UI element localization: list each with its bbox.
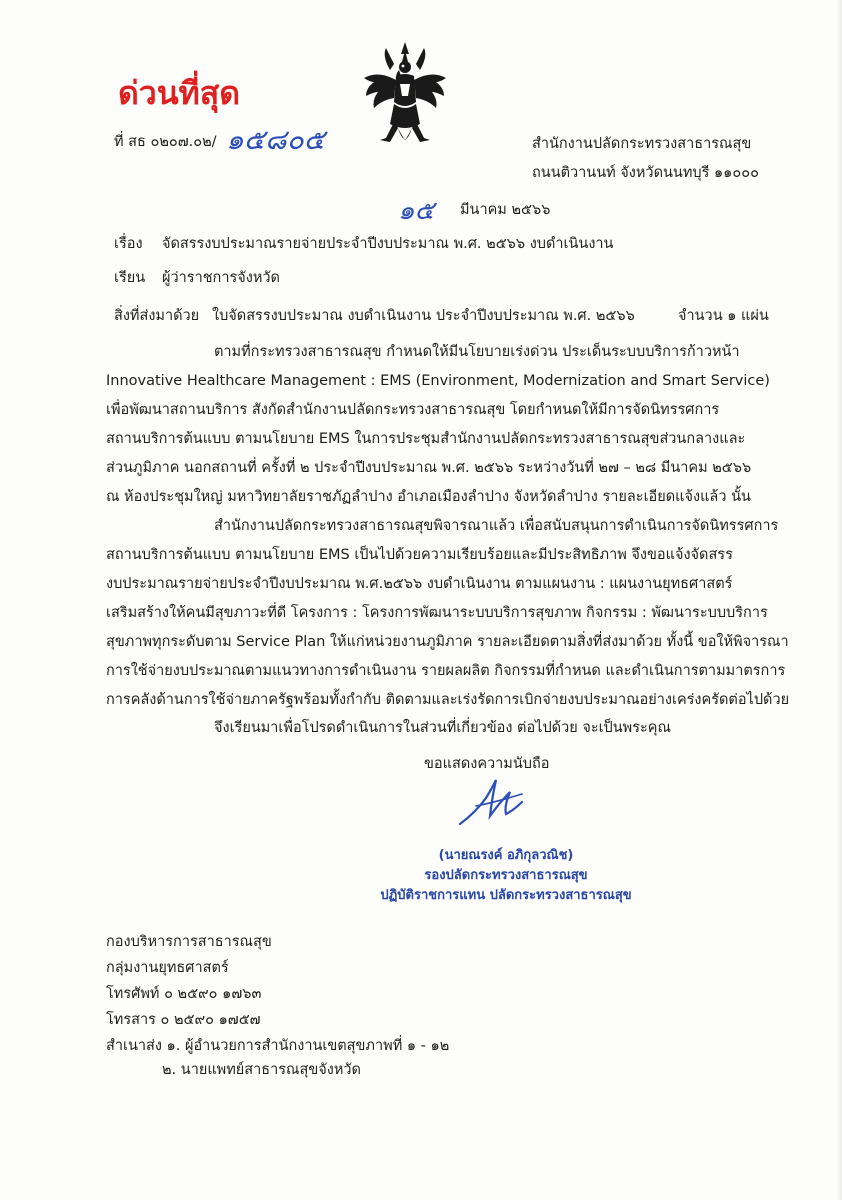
footer-phone: โทรศัพท์ ๐ ๒๕๙๐ ๑๗๖๓ [106, 986, 262, 1002]
footer-copy-1: สำเนาส่ง ๑. ผู้อำนวยการสำนักงานเขตสุขภาพที่ ๑ - ๑๒ [106, 1038, 450, 1054]
paragraph-line: การใช้จ่ายงบประมาณตามแนวทางการดำเนินงาน รายผลผลิต กิจกรรมที่กำหนด และดำเนินการตามมาตรการ [106, 663, 786, 679]
signatory-acting: ปฏิบัติราชการแทน ปลัดกระทรวงสาธารณสุข [380, 888, 632, 903]
footer-copy-2: ๒. นายแพทย์สาธารณสุขจังหวัด [162, 1062, 361, 1078]
enclosure-text: ใบจัดสรรงบประมาณ งบดำเนินงาน ประจำปีงบประมาณ พ.ศ. ๒๕๖๖ [212, 308, 635, 324]
urgency-stamp: ด่วนที่สุด [118, 74, 241, 112]
subject-label: เรื่อง [114, 236, 143, 252]
closing-request: จึงเรียนมาเพื่อโปรดดำเนินการในส่วนที่เกี่ยวข้อง ต่อไปด้วย จะเป็นพระคุณ [214, 720, 671, 736]
paragraph-line: สุขภาพทุกระดับตาม Service Plan ให้แก่หน่วยงานภูมิภาค รายละเอียดตามสิ่งที่ส่งมาด้วย ทั้งนี้ ขอให้พิจารณา [106, 634, 789, 650]
paragraph-line: เสริมสร้างให้คนมีสุขภาวะที่ดี โครงการ : โครงการพัฒนาระบบบริการสุขภาพ กิจกรรม : พัฒนาระบบบริการ [106, 605, 768, 621]
signatory-name: (นายณรงค์ อภิกุลวณิช) [438, 848, 574, 863]
paragraph-line: ณ ห้องประชุมใหญ่ มหาวิทยาลัยราชภัฏลำปาง อำเภอเมืองลำปาง จังหวัดลำปาง รายละเอียดแจ้งแล้ว นั้น [106, 489, 751, 505]
signatory-title: รองปลัดกระทรวงสาธารณสุข [424, 868, 588, 883]
footer-fax: โทรสาร ๐ ๒๕๙๐ ๑๗๕๗ [106, 1012, 261, 1028]
paragraph-line: งบประมาณรายจ่ายประจำปีงบประมาณ พ.ศ.๒๕๖๖ งบดำเนินงาน ตามแผนงาน : แผนงานยุทธศาสตร์ [106, 576, 733, 592]
ref-number-handwritten: ๑๕๘๐๕ [226, 123, 325, 156]
paragraph-line: เพื่อพัฒนาสถานบริการ สังกัดสำนักงานปลัดกระทรวงสาธารณสุข โดยกำหนดให้มีการจัดนิทรรศการ [106, 402, 720, 418]
garuda-emblem-icon [360, 40, 450, 152]
ref-label: ที่ สธ ๐๒๐๗.๐๒/ [114, 134, 217, 150]
date-month-year: มีนาคม ๒๕๖๖ [460, 202, 551, 218]
body-paragraph-1 [106, 338, 770, 512]
complimentary-close: ขอแสดงความนับถือ [424, 756, 550, 772]
salutation-text: ผู้ว่าราชการจังหวัด [162, 270, 280, 286]
paragraph-line: Innovative Healthcare Management : EMS (Environment, Modernization and Smart Service) [106, 373, 770, 389]
office-name: สำนักงานปลัดกระทรวงสาธารณสุข [532, 136, 752, 152]
handwritten-signature [456, 772, 526, 832]
enclosure-quantity: จำนวน ๑ แผ่น [678, 308, 769, 324]
footer-division: กองบริหารการสาธารณสุข [106, 934, 272, 950]
paragraph-line: สถานบริการต้นแบบ ตามนโยบาย EMS ในการประชุมสำนักงานปลัดกระทรวงสาธารณสุขส่วนกลางและ [106, 431, 746, 447]
paragraph-line: การคลังด้านการใช้จ่ายภาครัฐพร้อมทั้งกำกับ ติดตามและเร่งรัดการเบิกจ่ายงบประมาณอย่างเคร่งครัดต่อไปด้วย [106, 692, 790, 708]
salutation-label: เรียน [114, 270, 146, 286]
footer-group: กลุ่มงานยุทธศาสตร์ [106, 960, 229, 976]
enclosure-label: สิ่งที่ส่งมาด้วย [114, 308, 200, 324]
date-day-handwritten: ๑๕ [398, 196, 435, 226]
paragraph-line: สถานบริการต้นแบบ ตามนโยบาย EMS เป็นไปด้วยความเรียบร้อยและมีประสิทธิภาพ จึงขอแจ้งจัดสรร [106, 547, 733, 563]
paragraph-line: ตามที่กระทรวงสาธารณสุข กำหนดให้มีนโยบายเร่งด่วน ประเด็นระบบบริการก้าวหน้า [214, 344, 740, 360]
body-paragraph-2 [106, 512, 790, 715]
page-edge-shadow [836, 0, 842, 1200]
office-address: ถนนติวานนท์ จังหวัดนนทบุรี ๑๑๐๐๐ [532, 165, 759, 181]
subject-text: จัดสรรงบประมาณรายจ่ายประจำปีงบประมาณ พ.ศ. ๒๕๖๖ งบดำเนินงาน [162, 236, 614, 252]
paragraph-line: สำนักงานปลัดกระทรวงสาธารณสุขพิจารณาแล้ว เพื่อสนับสนุนการดำเนินการจัดนิทรรศการ [214, 518, 779, 534]
paragraph-line: ส่วนภูมิภาค นอกสถานที่ ครั้งที่ ๒ ประจำปีงบประมาณ พ.ศ. ๒๕๖๖ ระหว่างวันที่ ๒๗ – ๒๘ มีนาคม ๒๕๖๖ [106, 460, 752, 476]
